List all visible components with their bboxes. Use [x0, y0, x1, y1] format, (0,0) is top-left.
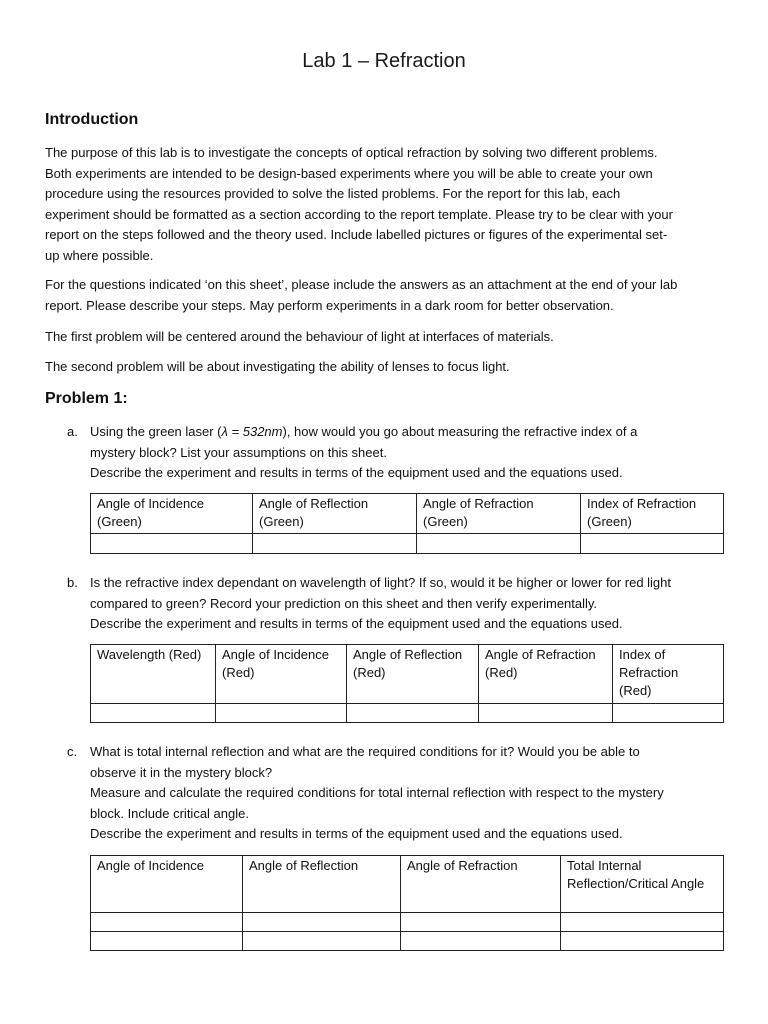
- question-c-line-5: Describe the experiment and results in terms of the equipment used and the equations used.: [90, 826, 623, 841]
- table-input-cell[interactable]: [561, 913, 724, 932]
- question-c-marker: c.: [67, 744, 78, 759]
- table-red: [90, 644, 724, 723]
- table-row: [91, 534, 724, 554]
- introduction-paragraph-2: [45, 275, 725, 316]
- introduction-paragraph-1: [45, 143, 725, 266]
- question-b-line-1: Is the refractive index dependant on wavelength of light? If so, would it be higher or lower for red light: [90, 575, 672, 590]
- intro-p1-line: Both experiments are intended to be design-based experiments where you will be able to create your own: [45, 165, 653, 181]
- table-header-cell: Wavelength (Red): [91, 645, 216, 704]
- question-a-line-1: [90, 422, 726, 443]
- table-input-cell[interactable]: [479, 704, 613, 723]
- table-input-cell[interactable]: [613, 704, 724, 723]
- table-header-cell: Angle of Refraction (Red): [479, 645, 613, 704]
- table-header-cell: Angle of Reflection: [243, 856, 401, 913]
- table-header-row: [91, 856, 724, 913]
- introduction-paragraph-4: The second problem will be about investigating the ability of lenses to focus light.: [45, 359, 510, 374]
- table-input-cell[interactable]: [581, 534, 724, 554]
- table-input-cell[interactable]: [91, 913, 243, 932]
- question-a-marker: a.: [67, 424, 78, 439]
- question-c-line-4: block. Include critical angle.: [90, 805, 249, 821]
- intro-p2-line: report. Please describe your steps. May perform experiments in a dark room for better observation.: [45, 297, 614, 313]
- question-a-text: Using the green laser (: [90, 424, 222, 439]
- table-row: [91, 704, 724, 723]
- table-header-cell: Angle of Incidence (Green): [91, 494, 253, 534]
- table-input-cell[interactable]: [243, 913, 401, 932]
- question-c-line-2: observe it in the mystery block?: [90, 764, 273, 780]
- table-row: [91, 932, 724, 951]
- table-header-cell: Index of Refraction (Red): [613, 645, 724, 704]
- table-header-cell: Angle of Reflection (Green): [253, 494, 417, 534]
- question-b-marker: b.: [67, 575, 78, 590]
- intro-p1-line: The purpose of this lab is to investigate the concepts of optical refraction by solving two different problems.: [45, 145, 658, 160]
- table-input-cell[interactable]: [417, 534, 581, 554]
- introduction-heading: Introduction: [45, 111, 139, 128]
- question-b-line-2: compared to green? Record your prediction on this sheet and then verify experimentally.: [90, 595, 598, 611]
- table-input-cell[interactable]: [91, 704, 216, 723]
- table-header-cell: Angle of Refraction (Green): [417, 494, 581, 534]
- table-input-cell[interactable]: [216, 704, 347, 723]
- table-input-cell[interactable]: [91, 932, 243, 951]
- intro-p1-line: report on the steps followed and the theory used. Include labelled pictures or figures of the experimental set-: [45, 227, 668, 242]
- table-input-cell[interactable]: [561, 932, 724, 951]
- introduction-paragraph-3: The first problem will be centered around the behaviour of light at interfaces of materials.: [45, 329, 554, 344]
- table-input-cell[interactable]: [347, 704, 479, 723]
- table-header-row: [91, 494, 724, 534]
- table-green: [90, 493, 724, 554]
- question-c-line-1: What is total internal reflection and what are the required conditions for it? Would you be able to: [90, 744, 640, 759]
- table-total-internal-reflection: [90, 855, 724, 951]
- table-header-cell: Angle of Incidence: [91, 856, 243, 913]
- table-header-row: [91, 645, 724, 704]
- table-header-cell: Total Internal Reflection/Critical Angle: [561, 856, 724, 913]
- question-b-line-3: Describe the experiment and results in terms of the equipment used and the equations used.: [90, 616, 623, 631]
- table-header-cell: Index of Refraction (Green): [581, 494, 724, 534]
- table-row: [91, 913, 724, 932]
- problem-1-heading: Problem 1:: [45, 390, 128, 407]
- intro-p2-line: For the questions indicated ‘on this sheet’, please include the answers as an attachment at the end of your lab: [45, 277, 678, 292]
- question-a-line-2: mystery block? List your assumptions on this sheet.: [90, 444, 387, 460]
- table-input-cell[interactable]: [401, 932, 561, 951]
- table-input-cell[interactable]: [253, 534, 417, 554]
- table-input-cell[interactable]: [243, 932, 401, 951]
- table-header-cell: Angle of Reflection (Red): [347, 645, 479, 704]
- table-input-cell[interactable]: [91, 534, 253, 554]
- table-input-cell[interactable]: [401, 913, 561, 932]
- table-header-cell: Angle of Incidence (Red): [216, 645, 347, 704]
- table-header-cell: Angle of Refraction: [401, 856, 561, 913]
- intro-p1-line: procedure using the resources provided to solve the listed problems. For the report for this lab, each: [45, 186, 621, 201]
- wavelength-value: λ = 532nm: [221, 424, 283, 439]
- intro-p1-line: up where possible.: [45, 247, 154, 263]
- page-title: Lab 1 – Refraction: [302, 50, 466, 72]
- question-c-line-3: Measure and calculate the required conditions for total internal reflection with respect to the mystery: [90, 785, 664, 800]
- question-a-line-3: Describe the experiment and results in terms of the equipment used and the equations used.: [90, 465, 623, 480]
- question-a-text: ), how would you go about measuring the refractive index of a: [282, 424, 638, 439]
- intro-p1-line: experiment should be formatted as a section according to the report template. Please try to be clear with your: [45, 206, 673, 222]
